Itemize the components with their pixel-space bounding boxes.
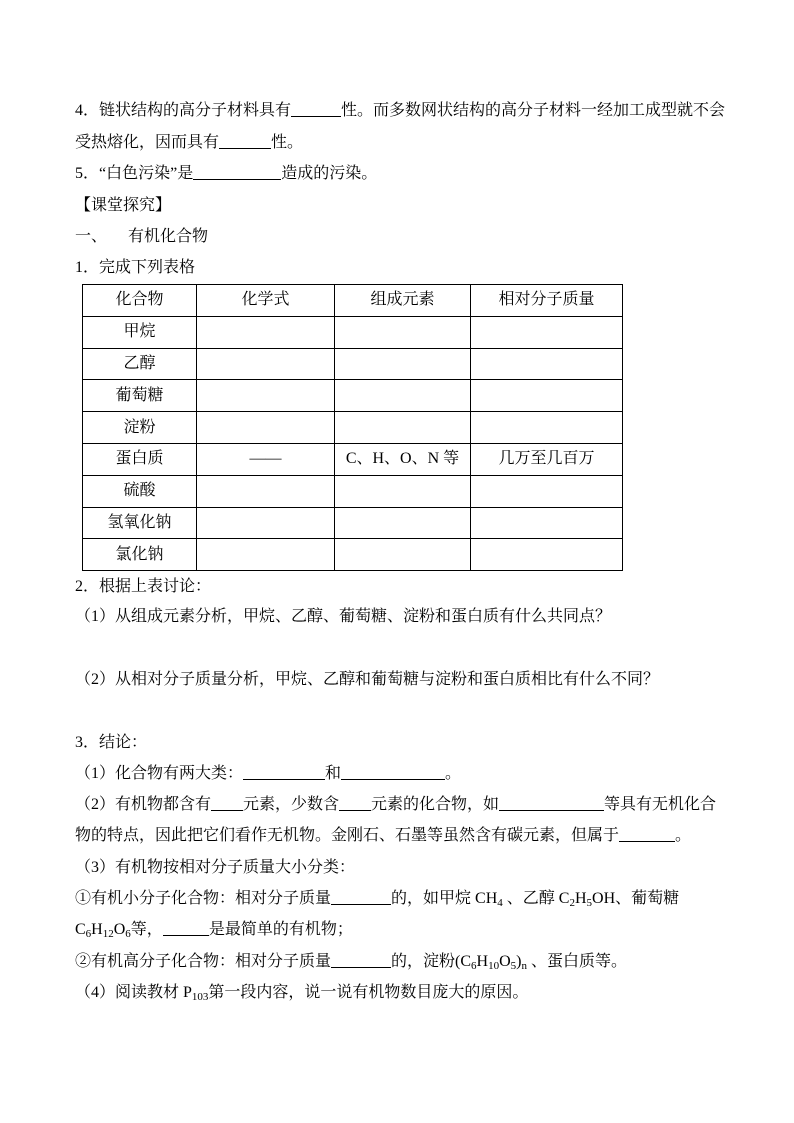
- molecular-mass-cell: [471, 348, 623, 380]
- table-row: [83, 443, 623, 475]
- compound-name-cell: 硫酸: [83, 475, 197, 507]
- answer-blank: [331, 953, 391, 968]
- conclusion-text: （1）化合物有两大类：: [75, 765, 244, 782]
- elements-cell: C、H、O、N 等: [335, 443, 471, 475]
- compound-name-cell: 淀粉: [83, 412, 197, 444]
- task1-text: 1．完成下列表格: [75, 259, 196, 276]
- formula-cell: ——: [197, 443, 335, 475]
- formula-cell: [197, 348, 335, 380]
- molecular-mass-cell: [471, 507, 623, 539]
- ethanol-formula: [559, 890, 615, 907]
- formula-part: CH: [475, 890, 498, 907]
- molecular-mass-cell: [471, 316, 623, 348]
- conclusion-text: 。: [675, 827, 692, 844]
- conclusion-4: [75, 982, 528, 1004]
- section-heading: [75, 195, 171, 217]
- elements-cell: [335, 507, 471, 539]
- section-heading-text: 【课堂探究】: [75, 197, 172, 214]
- task2-text: 2．根据上表讨论：: [75, 578, 212, 595]
- conclusion-3-intro: [75, 857, 355, 879]
- formula-part: H: [91, 921, 103, 938]
- conclusion-text: （4）阅读教材: [75, 984, 184, 1001]
- small-molecule-line-2: [75, 919, 353, 941]
- conclusion-text: 是最简单的有机物；: [208, 921, 353, 938]
- macromolecule-line: [75, 951, 627, 973]
- conclusion-text: 的，如甲烷: [391, 890, 476, 907]
- question-text: （1）从组成元素分析，甲烷、乙醇、葡萄糖、淀粉和蛋白质有什么共同点？: [75, 608, 612, 625]
- formula-cell: [197, 507, 335, 539]
- q4-text: 性。而多数网状结构的高分子材料一经加工成型就不会: [341, 102, 726, 119]
- formula-part: OH: [592, 890, 616, 907]
- molecular-mass-cell: [471, 380, 623, 412]
- answer-blank: [291, 102, 341, 117]
- formula-part: H: [574, 890, 587, 907]
- table-row: [83, 475, 623, 507]
- part-number: 一、: [75, 228, 108, 245]
- formula-cell: [197, 380, 335, 412]
- answer-blank: [243, 765, 325, 780]
- formula-part: ): [516, 953, 522, 970]
- conclusion-2-line-1: [75, 794, 716, 816]
- formula-subscript: 6: [85, 928, 92, 940]
- conclusion-1: [75, 763, 461, 785]
- conclusion-2-line-2: [75, 825, 691, 847]
- column-header: 化学式: [197, 285, 335, 317]
- q5-text: 5．“白色污染”是: [75, 165, 194, 182]
- task2-label: [75, 576, 211, 598]
- formula-subscript: 6: [125, 928, 131, 940]
- textbook-page-ref: [183, 984, 208, 1001]
- table-row: [83, 380, 623, 412]
- task1-label: [75, 257, 195, 279]
- table-row: [83, 316, 623, 348]
- conclusion-text: 第一段内容，说一说有机物数目庞大的原因。: [208, 984, 529, 1001]
- glucose-formula: [75, 921, 131, 938]
- conclusion-text: （2）有机物都含有: [75, 796, 212, 813]
- conclusion-text: 和: [325, 765, 342, 782]
- formula-subscript: 6: [471, 960, 477, 972]
- compound-name-cell: 蛋白质: [83, 443, 197, 475]
- formula-part: O: [499, 953, 511, 970]
- answer-blank: [163, 921, 209, 936]
- discussion-question-2: [75, 669, 659, 691]
- formula-subscript: 12: [102, 928, 114, 940]
- part-one-heading: [75, 226, 208, 248]
- table-row: [83, 539, 623, 571]
- conclusion-text: 元素，少数含: [243, 796, 340, 813]
- conclusion-text: 。: [445, 765, 462, 782]
- compound-name-cell: 甲烷: [83, 316, 197, 348]
- conclusion-text: 、乙醇: [502, 890, 559, 907]
- answer-blank: [499, 796, 604, 811]
- small-molecule-line-1: [75, 888, 679, 910]
- answer-blank: [341, 765, 445, 780]
- formula-part: O: [113, 921, 126, 938]
- elements-cell: [335, 412, 471, 444]
- formula-cell: [197, 412, 335, 444]
- formula-cell: [197, 316, 335, 348]
- compound-name-cell: 氢氧化钠: [83, 507, 197, 539]
- elements-cell: [335, 539, 471, 571]
- compound-table: [82, 284, 623, 571]
- formula-part: H: [476, 953, 489, 970]
- conclusion-text: 物的特点，因此把它们看作无机物。金刚石、石墨等虽然含有碳元素，但属于: [75, 827, 620, 844]
- column-header: 相对分子质量: [471, 285, 623, 317]
- answer-blank: [211, 796, 243, 811]
- molecular-mass-cell: [471, 412, 623, 444]
- page-ref-letter: P: [183, 984, 192, 1001]
- conclusion-text: 的，淀粉: [391, 953, 456, 970]
- table-header-row: [83, 285, 623, 317]
- answer-blank: [339, 796, 371, 811]
- conclusion-text: 、蛋白质等。: [526, 953, 627, 970]
- q5-text: 造成的污染。: [281, 165, 378, 182]
- q5-line: [75, 163, 377, 185]
- conclusion-text: 等，: [130, 921, 163, 938]
- formula-subscript: 10: [488, 960, 500, 972]
- formula-part: (C: [455, 953, 472, 970]
- q4-line-2: [75, 132, 303, 154]
- elements-cell: [335, 475, 471, 507]
- part-title: 有机化合物: [128, 228, 209, 245]
- discussion-question-1: [75, 606, 611, 628]
- conclusion-text: 元素的化合物，如: [371, 796, 500, 813]
- formula-subscript: 5: [510, 960, 517, 972]
- molecular-mass-cell: 几万至几百万: [471, 443, 623, 475]
- conclusion-text: ①有机小分子化合物：相对分子质量: [75, 890, 332, 907]
- formula-subscript: 5: [586, 897, 593, 909]
- elements-cell: [335, 316, 471, 348]
- q4-text: 性。: [271, 134, 304, 151]
- table-row: [83, 412, 623, 444]
- task3-label: [75, 732, 147, 754]
- answer-blank: [331, 890, 391, 905]
- starch-formula: [455, 953, 527, 970]
- answer-blank: [193, 165, 281, 180]
- column-header: 化合物: [83, 285, 197, 317]
- formula-subscript: 2: [569, 897, 575, 909]
- task3-text: 3．结论：: [75, 734, 148, 751]
- compound-name-cell: 乙醇: [83, 348, 197, 380]
- formula-subscript: n: [521, 960, 527, 972]
- conclusion-text: 、葡萄糖: [615, 890, 680, 907]
- molecular-mass-cell: [471, 475, 623, 507]
- column-header: 组成元素: [335, 285, 471, 317]
- formula-subscript: 4: [497, 897, 503, 909]
- table-row: [83, 348, 623, 380]
- compound-name-cell: 氯化钠: [83, 539, 197, 571]
- conclusion-text: 等具有无机化合: [604, 796, 717, 813]
- conclusion-text: （3）有机物按相对分子质量大小分类：: [75, 859, 356, 876]
- formula-part: C: [558, 890, 570, 907]
- elements-cell: [335, 380, 471, 412]
- table-row: [83, 507, 623, 539]
- conclusion-text: ②有机高分子化合物：相对分子质量: [75, 953, 332, 970]
- molecular-mass-cell: [471, 539, 623, 571]
- q4-line-1: [75, 100, 725, 122]
- q4-text: 受热熔化，因而具有: [75, 134, 220, 151]
- page-ref-number: 103: [191, 991, 209, 1003]
- formula-part: C: [75, 921, 86, 938]
- elements-cell: [335, 348, 471, 380]
- answer-blank: [219, 134, 271, 149]
- q4-text: 4．链状结构的高分子材料具有: [75, 102, 292, 119]
- methane-formula: [475, 890, 503, 907]
- answer-blank: [619, 827, 675, 842]
- question-text: （2）从相对分子质量分析，甲烷、乙醇和葡萄糖与淀粉和蛋白质相比有什么不同？: [75, 671, 660, 688]
- formula-cell: [197, 475, 335, 507]
- formula-cell: [197, 539, 335, 571]
- compound-name-cell: 葡萄糖: [83, 380, 197, 412]
